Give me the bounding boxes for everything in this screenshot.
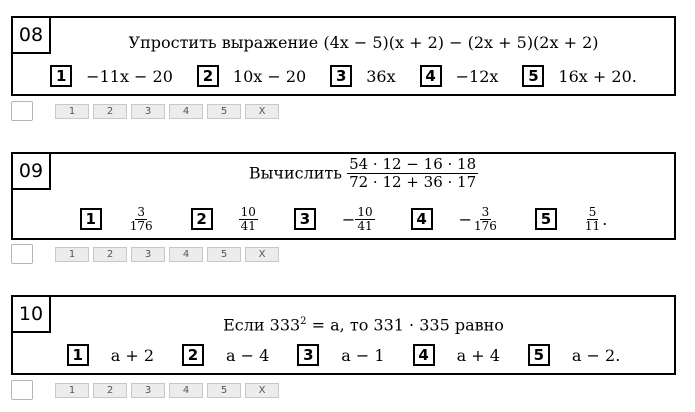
option-text: a + 2: [110, 345, 154, 365]
answer-options: [13, 64, 674, 88]
answer-button-1[interactable]: 1: [55, 383, 89, 398]
option-5: [528, 344, 620, 366]
option-4: [420, 65, 499, 87]
option-label-box: 1: [67, 344, 89, 366]
option-text: 36x: [366, 66, 396, 86]
fraction-denominator: 41: [357, 218, 373, 233]
answer-button-2[interactable]: 2: [93, 104, 127, 119]
question-fraction: [347, 156, 478, 192]
option-text: a − 2.: [571, 345, 621, 365]
option-1: [50, 65, 173, 87]
option-3: [294, 206, 375, 232]
option-fraction: [355, 206, 374, 232]
fraction-numerator: 3: [481, 204, 490, 219]
option-label-box: 3: [330, 65, 352, 87]
answer-button-3[interactable]: 3: [131, 104, 165, 119]
option-label-box: 4: [411, 208, 433, 230]
question-prefix: Если 333: [223, 315, 301, 335]
option-text: 10x − 20: [232, 66, 307, 86]
question-exponent: 2: [300, 316, 307, 327]
question-suffix: = a, то 331 · 335 равно: [306, 315, 504, 335]
question-text: Упростить выражение (4x − 5)(x + 2) − (2x + 5)(2x + 2): [128, 33, 599, 52]
answer-button-clear[interactable]: X: [245, 104, 279, 119]
option-sign: −: [458, 209, 472, 229]
problem-number: 08: [13, 18, 51, 54]
answer-input[interactable]: [11, 101, 33, 121]
answer-button-2[interactable]: 2: [93, 383, 127, 398]
answer-button-clear[interactable]: X: [245, 247, 279, 262]
fraction-numerator: 5: [588, 204, 597, 219]
answer-button-5[interactable]: 5: [207, 247, 241, 262]
option-fraction: [128, 206, 155, 232]
option-text: −12x: [455, 66, 499, 86]
option-label-box: 4: [420, 65, 442, 87]
option-sign: −: [341, 209, 356, 229]
option-3: [330, 65, 395, 87]
option-fraction: [472, 206, 499, 232]
option-2: [197, 65, 306, 87]
option-text: a − 1: [341, 345, 385, 365]
option-label-box: 5: [528, 344, 550, 366]
answer-button-5[interactable]: 5: [207, 104, 241, 119]
fraction-denominator: 41: [240, 218, 256, 233]
option-1: [80, 206, 155, 232]
answer-button-5[interactable]: 5: [207, 383, 241, 398]
option-2: [191, 206, 258, 232]
fraction-numerator: 10: [240, 204, 256, 219]
option-text: a − 4: [226, 345, 270, 365]
option-5: [535, 206, 607, 232]
option-1: [67, 344, 154, 366]
option-label-box: 4: [413, 344, 435, 366]
problem-number: 10: [13, 297, 51, 333]
answer-row-10: [11, 379, 283, 401]
option-label-box: 1: [80, 208, 102, 230]
answer-button-4[interactable]: 4: [169, 383, 203, 398]
option-5: [522, 65, 636, 87]
answer-input[interactable]: [11, 380, 33, 400]
problem-09: [11, 152, 676, 240]
option-3: [297, 344, 384, 366]
fraction-denominator: 11: [584, 218, 601, 233]
answer-options: [13, 343, 674, 367]
fraction-denominator: 176: [474, 218, 497, 233]
answer-row-08: [11, 100, 283, 122]
fraction-denominator: 176: [129, 218, 153, 233]
option-tail: .: [602, 209, 608, 229]
answer-button-4[interactable]: 4: [169, 104, 203, 119]
option-text: 16x + 20.: [558, 66, 637, 86]
option-label-box: 2: [197, 65, 219, 87]
option-4: [411, 206, 499, 232]
option-label-box: 2: [191, 208, 213, 230]
option-text: −11x − 20: [86, 66, 173, 86]
fraction-numerator: 3: [137, 204, 145, 219]
fraction-numerator: 10: [357, 204, 373, 219]
answer-button-1[interactable]: 1: [55, 104, 89, 119]
option-fraction: [583, 206, 602, 232]
option-fraction: [239, 206, 258, 232]
problem-10: [11, 295, 676, 375]
answer-button-clear[interactable]: X: [245, 383, 279, 398]
option-label-box: 5: [522, 65, 544, 87]
problem-08: [11, 16, 676, 96]
option-label-box: 1: [50, 65, 72, 87]
option-4: [413, 344, 500, 366]
answer-button-3[interactable]: 3: [131, 247, 165, 262]
option-label-box: 3: [297, 344, 319, 366]
fraction-numerator: 54 · 12 − 16 · 18: [349, 155, 477, 173]
option-label-box: 3: [294, 208, 316, 230]
question: [53, 156, 674, 192]
answer-input[interactable]: [11, 244, 33, 264]
fraction-denominator: 72 · 12 + 36 · 17: [349, 173, 477, 192]
answer-button-4[interactable]: 4: [169, 247, 203, 262]
question-text: [53, 311, 674, 336]
option-2: [182, 344, 269, 366]
answer-button-1[interactable]: 1: [55, 247, 89, 262]
option-text: a + 4: [456, 345, 500, 365]
answer-row-09: [11, 243, 283, 265]
option-label-box: 5: [535, 208, 557, 230]
answer-button-2[interactable]: 2: [93, 247, 127, 262]
problem-number: 09: [13, 154, 51, 190]
answer-options: [13, 204, 674, 234]
option-label-box: 2: [182, 344, 204, 366]
question-text: Вычислить: [248, 163, 342, 183]
answer-button-3[interactable]: 3: [131, 383, 165, 398]
